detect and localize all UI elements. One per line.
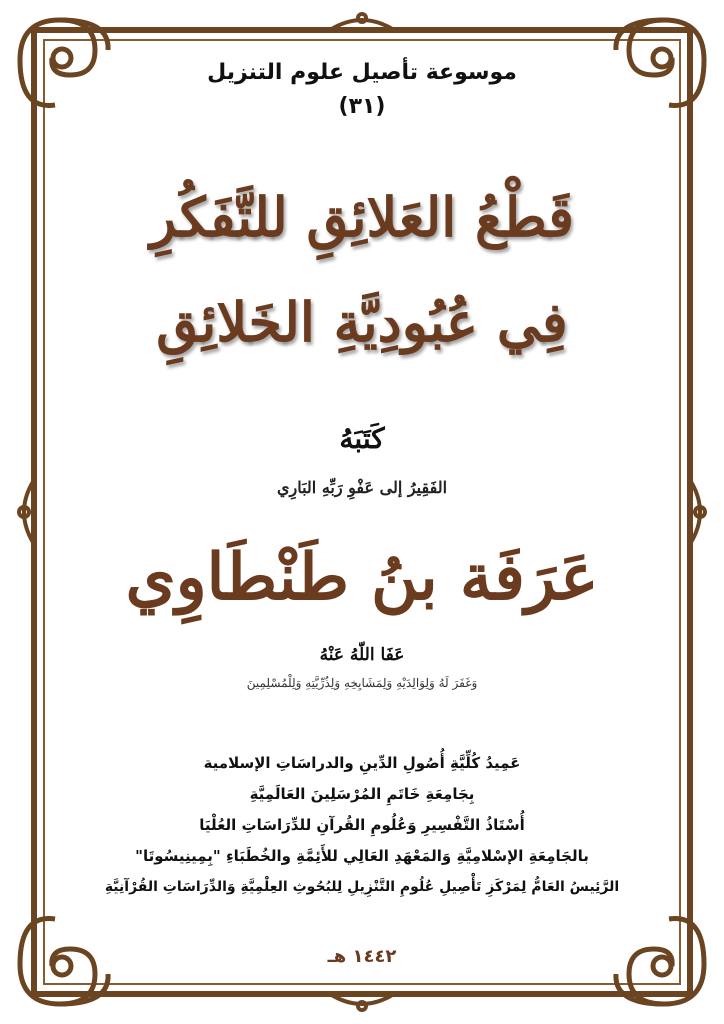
- book-title-line-2: فِي عُبُودِيَّةِ الخَلائِقِ: [156, 290, 568, 354]
- position-line: أُسْتَاذُ التَّفْسِيرِ وَعُلُومِ القُرآنِ للدِّرَاسَاتِ العُلْيَا: [199, 816, 525, 834]
- position-line: الرَّئِيسُ العَامُّ لِمَرْكَزِ تَأْصِيلِ عُلُومِ التَّنْزِيلِ لِلبُحُوثِ العِلْمِيَّةِ وَالدِّرَاسَاتِ القُرْآنِيَّةِ: [104, 879, 620, 895]
- series-title: موسوعة تأصيل علوم التنزيل: [207, 60, 517, 85]
- publication-year: ١٤٤٢ هـ: [327, 946, 397, 967]
- humble-line: الفَقِيرُ إلى عَفْوِ رَبِّهِ البَارِي: [276, 478, 448, 497]
- position-line: بِجَامِعَةِ خَاتَمِ المُرْسَلِينَ العَالَمِيَّةِ: [249, 785, 475, 803]
- dua-line: وَغَفَرَ لَهُ وَلِوَالِدَيْهِ وَلِمَشَايِخِهِ وَلِذُرِّيَّتِهِ وَلِلْمُسْلِمِينَ: [246, 676, 478, 690]
- book-title-line-1: قَطْعُ العَلائِقِ للتَّفَكُرِ: [150, 185, 574, 249]
- cover-content: [60, 40, 664, 984]
- afa-line: عَفَا اللّهُ عَنْهُ: [319, 645, 405, 665]
- series-number: (٣١): [338, 94, 386, 119]
- written-by-label: كَتَبَهُ: [339, 422, 385, 455]
- author-positions: [60, 748, 664, 903]
- position-line: عَمِيدُ كُلِّيَّةِ أُصُولِ الدِّينِ والدراسَاتِ الإسلامية: [203, 754, 521, 772]
- author-name: عَرَفَة بنُ طَنْطَاوِي: [125, 540, 599, 615]
- position-line: بالجَامِعَةِ الإسْلامِيَّةِ وَالمَعْهَدِ العَالِي للأَئِمَّةِ والخُطَبَاءِ "بِمِينِيسُوتَا": [135, 847, 589, 865]
